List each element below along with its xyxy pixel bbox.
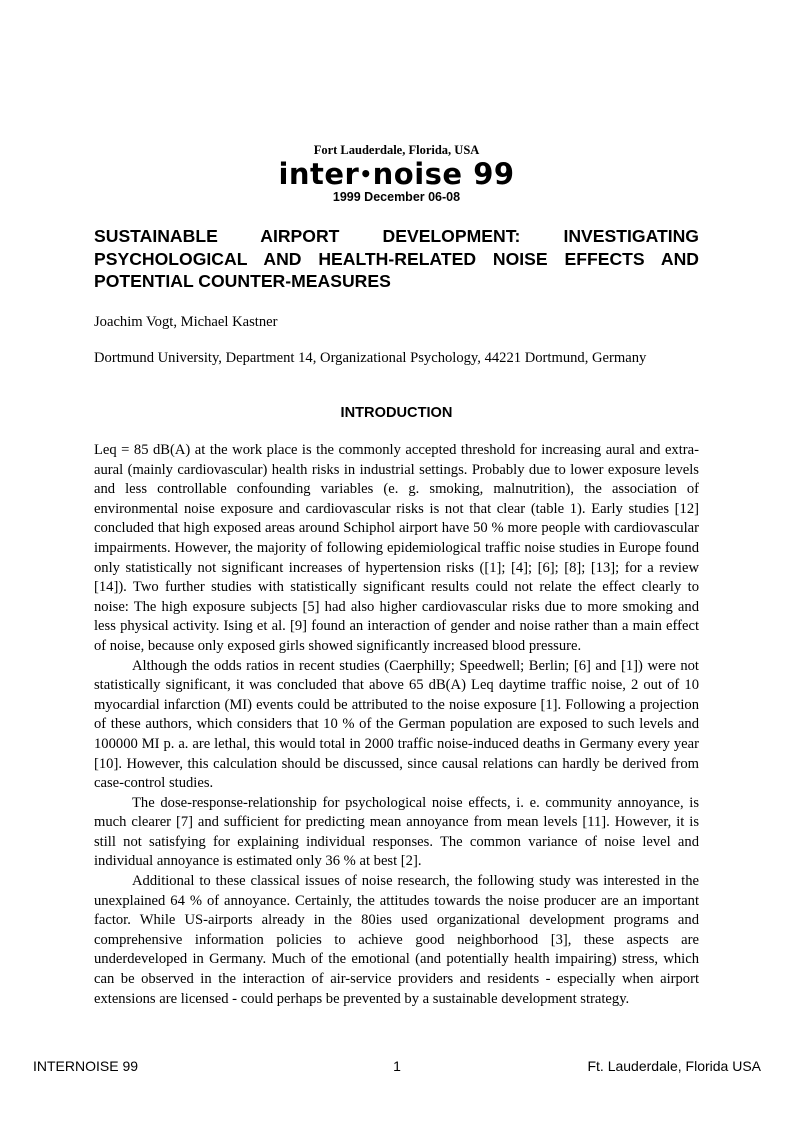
paragraph-3: The dose-response-relationship for psychological noise effects, i. e. community annoyance, is much clearer [7] and sufficient for predicting mean annoyance from mean levels [11]. However, it is still not satisfying for explaining individual responses. The common variance of noise level and individual annoyance is estimated only 36 % at best [2]. — [94, 794, 699, 870]
section-heading-introduction: INTRODUCTION — [340, 405, 453, 421]
logo-right-text: noise 99 — [372, 157, 515, 191]
footer-page-number: 1 — [393, 1058, 401, 1074]
introduction-body — [94, 441, 699, 1009]
conference-logo — [0, 158, 793, 190]
footer-location: Ft. Lauderdale, Florida USA — [587, 1058, 761, 1074]
footer-conference-name: INTERNOISE 99 — [33, 1058, 139, 1074]
conference-header — [0, 142, 793, 204]
paper-authors: Joachim Vogt, Michael Kastner — [94, 314, 278, 330]
page-footer — [33, 1057, 761, 1075]
conference-dates: 1999 December 06-08 — [332, 190, 461, 204]
logo-left-text: inter — [278, 157, 360, 191]
logo-dot: • — [359, 162, 373, 186]
paragraph-2: Although the odds ratios in recent studies (Caerphilly; Speedwell; Berlin; [6] and [1]) were not statistically significant, it was concluded that above 65 dB(A) Leq daytime traffic noise, 2 out of 10 myocardial infarction (MI) events could be attributed to the noise exposure [1]. Following a projection of these authors, which considers that 10 % of the German population are exposed to such levels and 100000 MI p. a. are lethal, this would total in 2000 traffic noise-induced deaths in Germany every year [10]. However, this calculation should be discussed, since causal relations can hardly be derived from case-control studies. — [94, 657, 699, 792]
paper-title: SUSTAINABLE AIRPORT DEVELOPMENT: INVESTIGATING PSYCHOLOGICAL AND HEALTH-RELATED NOISE EFFECTS AND POTENTIAL COUNTER-MEASURES — [94, 226, 699, 291]
paper-affiliation: Dortmund University, Department 14, Organizational Psychology, 44221 Dortmund, Germany — [94, 350, 647, 366]
conference-venue: Fort Lauderdale, Florida, USA — [313, 143, 480, 157]
paragraph-4: Additional to these classical issues of noise research, the following study was interested in the unexplained 64 % of annoyance. Certainly, the attitudes towards the noise producer are an important factor. While US-airports already in the 80ies used organizational development programs and comprehensive information policies to achieve good neighborhood [3], these aspects are underdeveloped in Germany. Much of the emotional (and potentially health impairing) stress, which can be observed in the interaction of air-service providers and residents - especially when airport extensions are licensed - could perhaps be prevented by a sustainable development strategy. — [94, 873, 699, 1007]
paragraph-1: Leq = 85 dB(A) at the work place is the commonly accepted threshold for increasing aural and extra-aural (mainly cardiovascular) health risks in industrial settings. Probably due to lower exposure levels and less controllable confounding variables (e. g. smoking, malnutrition), the association of environmental noise exposure and cardiovascular risks is not that clear (table 1). Early studies [12] concluded that high exposed areas around Schiphol airport have 50 % more people with cardiovascular impairments. However, the majority of following epidemiological traffic noise studies in Europe found only statistically not significant increases of hypertension risks ([1]; [4]; [6]; [8]; [13]; for a review [14]). Two further studies with statistically significant results could not relate the effect clearly to noise: The high exposure subjects [5] had also higher cardiovascular risks due to more smoking and less physical activity. Ising et al. [9] found an interaction of gender and noise rather than a main effect of noise, because only exposed girls showed significantly increased blood pressure. — [94, 442, 699, 654]
